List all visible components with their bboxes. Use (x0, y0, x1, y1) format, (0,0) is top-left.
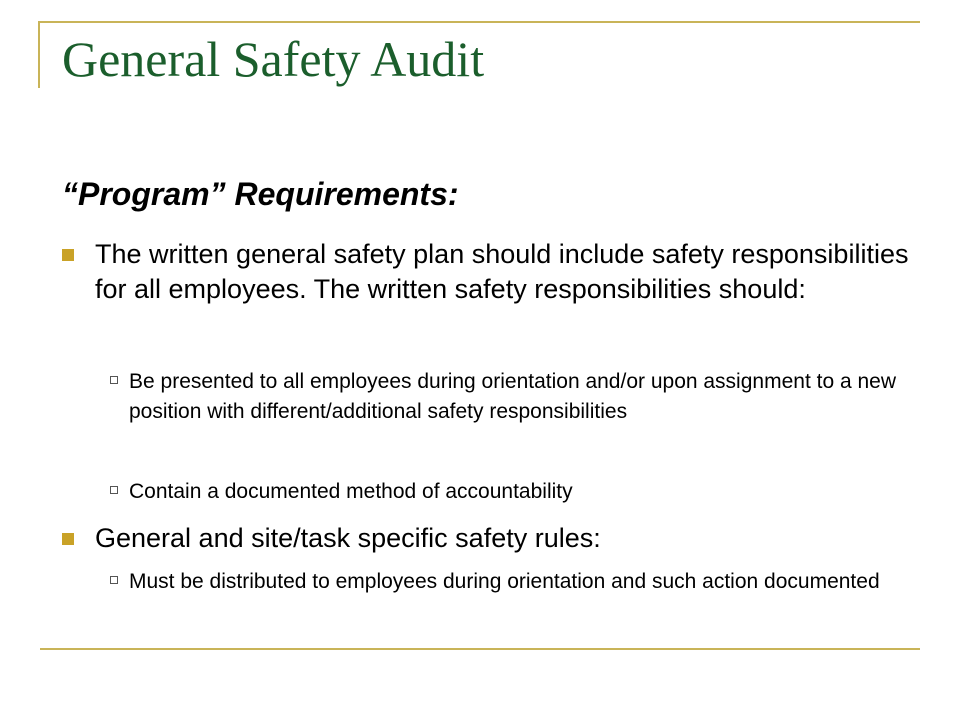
bullet-item (62, 237, 922, 307)
hollow-square-bullet-icon (110, 576, 118, 584)
slide-subtitle: “Program” Requirements: (62, 176, 459, 212)
sub-bullet-item (110, 367, 900, 428)
square-bullet-icon (62, 249, 74, 261)
bullet-text: General and site/task specific safety rules: (95, 523, 601, 553)
sub-bullet-text: Contain a documented method of accountability (129, 480, 573, 503)
hollow-square-bullet-icon (110, 486, 118, 494)
sub-bullet-text: Must be distributed to employees during orientation and such action documented (129, 570, 880, 593)
sub-bullet-item (110, 477, 900, 507)
slide-title: General Safety Audit (62, 31, 485, 87)
bullet-text: The written general safety plan should include safety responsibilities for all employees. The written safety responsibilities should: (95, 239, 909, 305)
bullet-item (62, 521, 922, 556)
left-rule (38, 21, 40, 88)
hollow-square-bullet-icon (110, 376, 118, 384)
sub-bullet-text: Be presented to all employees during orientation and/or upon assignment to a new position with different/additional safety responsibilities (129, 370, 896, 424)
square-bullet-icon (62, 533, 74, 545)
sub-bullet-item (110, 567, 900, 597)
bottom-rule (40, 648, 920, 650)
top-rule (40, 21, 920, 23)
